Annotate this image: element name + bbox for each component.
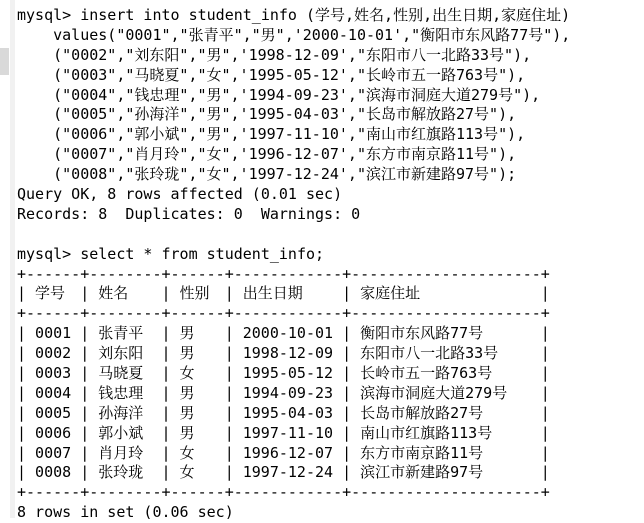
birthdate-cell: 2000-10-01 <box>242 324 334 343</box>
records-summary-line: Records: 8 Duplicates: 0 Warnings: 0 <box>17 204 361 223</box>
header-gender-cell: 性别 <box>179 284 210 303</box>
column-separator: | <box>540 344 550 363</box>
column-separator: | <box>161 324 171 343</box>
name-cell: 张玲珑 <box>98 463 144 482</box>
column-separator: | <box>80 463 90 482</box>
column-separator: | <box>224 443 234 462</box>
column-separator: | <box>540 463 550 482</box>
birthdate-cell: 1997-11-10 <box>242 423 334 442</box>
column-separator: | <box>224 463 234 482</box>
column-separator: | <box>540 324 550 343</box>
column-separator: | <box>161 344 171 363</box>
table-border-header: +------+--------+------+------------+---------------------+ <box>17 304 550 323</box>
column-separator: | <box>80 284 90 303</box>
column-separator: | <box>17 463 27 482</box>
table-header-row <box>17 284 644 304</box>
column-separator: | <box>342 463 352 482</box>
column-separator: | <box>80 324 90 343</box>
address-cell: 南山市红旗路113号 <box>360 423 493 442</box>
column-separator: | <box>80 383 90 402</box>
column-separator: | <box>342 324 352 343</box>
address-cell: 东阳市八一北路33号 <box>360 344 499 363</box>
birthdate-cell: 1996-12-07 <box>242 443 334 462</box>
table-row <box>17 424 644 444</box>
insert-statement-line: mysql> insert into student_info (学号,姓名,性别,出生日期,家庭住址) <box>17 6 571 24</box>
table-row <box>17 324 644 344</box>
student-id-cell: 0007 <box>35 443 72 462</box>
table-border-bottom: +------+--------+------+------------+---------------------+ <box>17 483 550 502</box>
birthdate-cell: 1997-12-24 <box>242 463 334 482</box>
insert-values-line: ("0003","马晓夏","女",'1995-05-12',"长岭市五一路763号"), <box>17 65 526 84</box>
insert-values-line: values("0001","张青平","男",'2000-10-01',"衡阳市东风路77号"), <box>17 25 571 44</box>
gender-cell: 男 <box>179 344 195 363</box>
column-separator: | <box>342 443 352 462</box>
terminal-output <box>17 6 644 523</box>
header-name-cell: 姓名 <box>98 284 129 303</box>
table-row <box>17 444 644 464</box>
column-separator: | <box>161 284 171 303</box>
column-separator: | <box>17 364 27 383</box>
column-separator: | <box>80 403 90 422</box>
gender-cell: 女 <box>179 463 195 482</box>
student-id-cell: 0002 <box>35 344 72 363</box>
header-address-cell: 家庭住址 <box>360 284 421 303</box>
column-separator: | <box>161 423 171 442</box>
insert-values-line: ("0005","孙海洋","男",'1995-04-03',"长岛市解放路27号"), <box>17 105 517 124</box>
left-scrollbar <box>0 0 16 518</box>
column-separator: | <box>80 423 90 442</box>
birthdate-cell: 1998-12-09 <box>242 344 334 363</box>
gender-cell: 男 <box>179 324 195 343</box>
rows-in-set-line: 8 rows in set (0.06 sec) <box>17 503 234 522</box>
column-separator: | <box>342 383 352 402</box>
column-separator: | <box>540 423 550 442</box>
gender-cell: 男 <box>179 383 195 402</box>
insert-values-line: ("0006","郭小斌","男",'1997-11-10',"南山市红旗路113号"), <box>17 125 526 144</box>
column-separator: | <box>224 344 234 363</box>
insert-values-line: ("0004","钱忠理","男",'1994-09-23',"滨海市洞庭大道279号"), <box>17 85 541 104</box>
birthdate-cell: 1995-05-12 <box>242 364 334 383</box>
table-row <box>17 463 644 483</box>
table-row <box>17 404 644 424</box>
column-separator: | <box>80 443 90 462</box>
name-cell: 刘东阳 <box>98 344 144 363</box>
column-separator: | <box>161 383 171 402</box>
column-separator: | <box>540 383 550 402</box>
column-separator: | <box>224 364 234 383</box>
select-statement-line: mysql> select * from student_info; <box>17 244 325 263</box>
column-separator: | <box>17 284 27 303</box>
student-id-cell: 0005 <box>35 403 72 422</box>
name-cell: 郭小斌 <box>98 423 144 442</box>
address-cell: 滨江市新建路97号 <box>360 463 484 482</box>
insert-values-line: ("0002","刘东阳","男",'1998-12-09',"东阳市八一北路33号"), <box>17 45 532 64</box>
birthdate-cell: 1995-04-03 <box>242 403 334 422</box>
gender-cell: 女 <box>179 364 195 383</box>
column-separator: | <box>224 324 234 343</box>
address-cell: 长岛市解放路27号 <box>360 403 484 422</box>
name-cell: 张青平 <box>98 324 144 343</box>
column-separator: | <box>17 403 27 422</box>
address-cell: 东方市南京路11号 <box>360 443 484 462</box>
column-separator: | <box>161 364 171 383</box>
student-id-cell: 0004 <box>35 383 72 402</box>
name-cell: 马晓夏 <box>98 364 144 383</box>
header-student-id-cell: 学号 <box>35 284 66 303</box>
column-separator: | <box>80 364 90 383</box>
column-separator: | <box>17 383 27 402</box>
column-separator: | <box>540 403 550 422</box>
blank-line <box>17 225 644 245</box>
student-id-cell: 0008 <box>35 463 72 482</box>
column-separator: | <box>17 423 27 442</box>
left-scrollbar-thumb[interactable] <box>0 48 9 75</box>
name-cell: 钱忠理 <box>98 383 144 402</box>
student-id-cell: 0001 <box>35 324 72 343</box>
column-separator: | <box>224 423 234 442</box>
column-separator: | <box>224 403 234 422</box>
table-row <box>17 384 644 404</box>
name-cell: 肖月玲 <box>98 443 144 462</box>
insert-values-line: ("0008","张玲珑","女",'1997-12-24',"滨江市新建路97号"); <box>17 165 517 184</box>
column-separator: | <box>17 324 27 343</box>
column-separator: | <box>161 403 171 422</box>
result-table <box>17 265 644 504</box>
column-separator: | <box>342 284 352 303</box>
column-separator: | <box>540 284 550 303</box>
left-scrollbar-track[interactable] <box>10 0 15 518</box>
query-ok-line: Query OK, 8 rows affected (0.01 sec) <box>17 185 343 204</box>
column-separator: | <box>17 443 27 462</box>
gender-cell: 女 <box>179 443 195 462</box>
name-cell: 孙海洋 <box>98 403 144 422</box>
column-separator: | <box>80 344 90 363</box>
gender-cell: 男 <box>179 403 195 422</box>
student-id-cell: 0006 <box>35 423 72 442</box>
address-cell: 滨海市洞庭大道279号 <box>360 383 508 402</box>
column-separator: | <box>342 364 352 383</box>
header-birthdate-cell: 出生日期 <box>242 284 303 303</box>
address-cell: 长岭市五一路763号 <box>360 364 493 383</box>
column-separator: | <box>161 463 171 482</box>
column-separator: | <box>342 403 352 422</box>
column-separator: | <box>224 383 234 402</box>
table-row <box>17 344 644 364</box>
table-border-top: +------+--------+------+------------+---------------------+ <box>17 264 550 283</box>
gender-cell: 男 <box>179 423 195 442</box>
column-separator: | <box>161 443 171 462</box>
birthdate-cell: 1994-09-23 <box>242 383 334 402</box>
table-row <box>17 364 644 384</box>
column-separator: | <box>17 344 27 363</box>
column-separator: | <box>342 344 352 363</box>
column-separator: | <box>224 284 234 303</box>
student-id-cell: 0003 <box>35 364 72 383</box>
insert-values-line: ("0007","肖月玲","女",'1996-12-07',"东方市南京路11号"), <box>17 145 517 164</box>
column-separator: | <box>540 364 550 383</box>
address-cell: 衡阳市东风路77号 <box>360 324 484 343</box>
column-separator: | <box>342 423 352 442</box>
column-separator: | <box>540 443 550 462</box>
